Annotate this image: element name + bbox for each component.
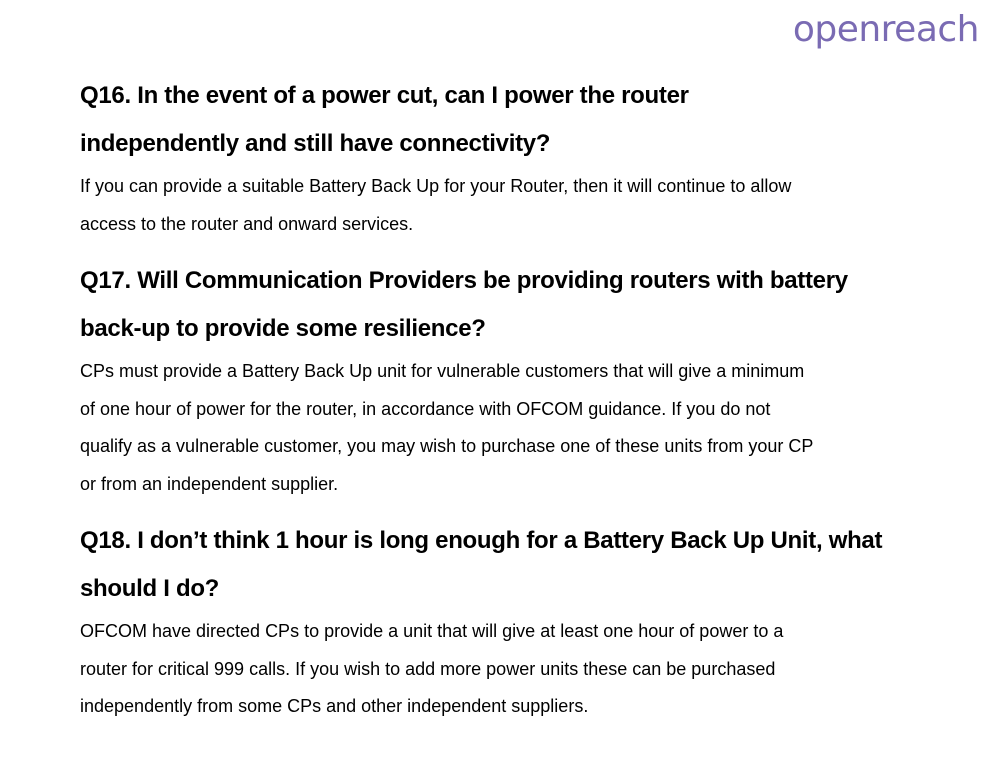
answer-line: or from an independent supplier. bbox=[80, 473, 339, 494]
answer-line: CPs must provide a Battery Back Up unit for vulnerable customers that will give a minimum bbox=[80, 361, 805, 381]
answer-line: If you can provide a suitable Battery Back Up for your Router, then it will continue to allow bbox=[80, 176, 792, 196]
faq-content bbox=[80, 72, 940, 726]
answer-line: router for critical 999 calls. If you wish to add more power units these can be purchased bbox=[80, 658, 776, 679]
question-q18 bbox=[80, 517, 940, 613]
question-line: Q16. In the event of a power cut, can I power the router bbox=[80, 82, 689, 109]
answer-line: OFCOM have directed CPs to provide a unit that will give at least one hour of power to a bbox=[80, 621, 784, 641]
question-line: Q17. Will Communication Providers be providing routers with battery bbox=[80, 267, 848, 294]
answer-q17 bbox=[80, 353, 940, 503]
answer-line: qualify as a vulnerable customer, you may wish to purchase one of these units from your CP bbox=[80, 436, 814, 456]
faq-item-q17 bbox=[80, 257, 940, 503]
question-line: Q18. I don’t think 1 hour is long enough for a Battery Back Up Unit, what bbox=[80, 527, 883, 554]
question-line: should I do? bbox=[80, 575, 220, 602]
question-q17 bbox=[80, 257, 940, 353]
openreach-logo: openreach bbox=[792, 9, 979, 50]
answer-q16 bbox=[80, 168, 940, 243]
question-line: back-up to provide some resilience? bbox=[80, 315, 486, 342]
faq-item-q18 bbox=[80, 517, 940, 726]
answer-line: access to the router and onward services. bbox=[80, 213, 414, 234]
answer-line: independently from some CPs and other independent suppliers. bbox=[80, 696, 589, 716]
faq-item-q16 bbox=[80, 72, 940, 243]
question-line: independently and still have connectivity? bbox=[80, 130, 551, 157]
answer-q18 bbox=[80, 613, 940, 726]
answer-line: of one hour of power for the router, in accordance with OFCOM guidance. If you do not bbox=[80, 398, 771, 419]
question-q16 bbox=[80, 72, 940, 168]
